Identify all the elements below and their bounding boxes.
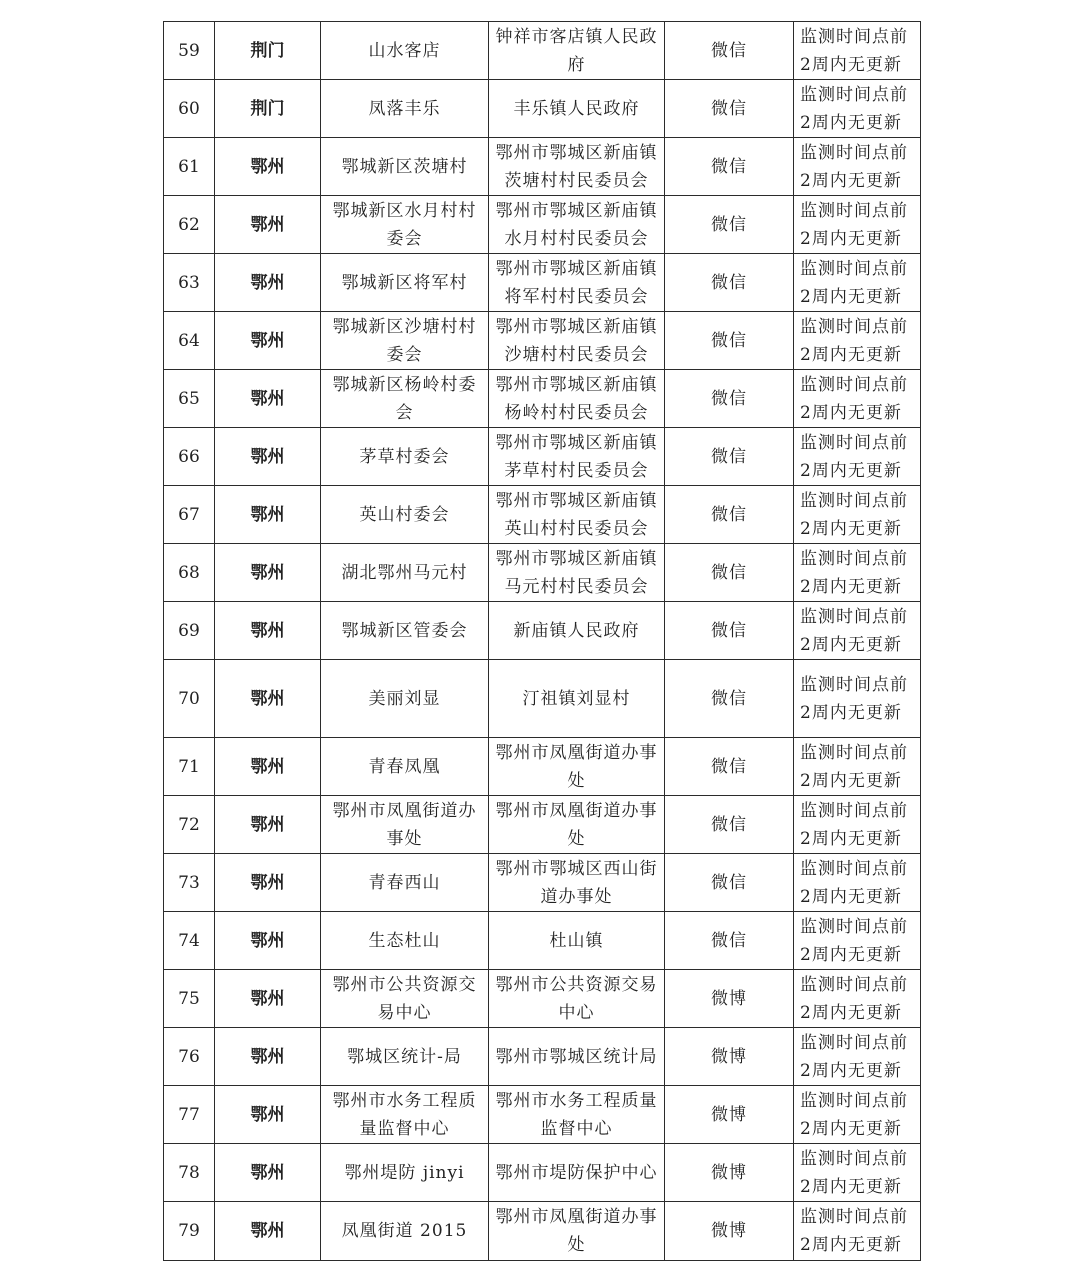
table-row (164, 370, 921, 428)
row-status: 监测时间点前2周内无更新 (794, 196, 921, 254)
row-owner-unit: 杜山镇 (489, 912, 665, 970)
row-platform: 微信 (665, 486, 794, 544)
row-platform: 微信 (665, 854, 794, 912)
table-row (164, 254, 921, 312)
table-row (164, 602, 921, 660)
row-status: 监测时间点前2周内无更新 (794, 970, 921, 1028)
row-status: 监测时间点前2周内无更新 (794, 602, 921, 660)
row-number: 60 (164, 80, 215, 138)
row-status: 监测时间点前2周内无更新 (794, 254, 921, 312)
table-row (164, 138, 921, 196)
row-account-name: 鄂州堤防 jinyi (321, 1144, 489, 1202)
row-city: 鄂州 (215, 738, 321, 796)
row-account-name: 英山村委会 (321, 486, 489, 544)
table-row (164, 970, 921, 1028)
row-city: 鄂州 (215, 660, 321, 738)
row-platform: 微信 (665, 80, 794, 138)
row-account-name: 美丽刘显 (321, 660, 489, 738)
row-owner-unit: 鄂州市鄂城区新庙镇将军村村民委员会 (489, 254, 665, 312)
row-owner-unit: 鄂州市鄂城区新庙镇水月村村民委员会 (489, 196, 665, 254)
table-row (164, 738, 921, 796)
monitoring-table (163, 21, 921, 1261)
row-account-name: 鄂城新区杨岭村委会 (321, 370, 489, 428)
row-number: 62 (164, 196, 215, 254)
row-status: 监测时间点前2周内无更新 (794, 80, 921, 138)
row-account-name: 山水客店 (321, 22, 489, 80)
row-city: 鄂州 (215, 1086, 321, 1144)
row-status: 监测时间点前2周内无更新 (794, 660, 921, 738)
row-account-name: 鄂城新区沙塘村村委会 (321, 312, 489, 370)
row-owner-unit: 鄂州市凤凰街道办事处 (489, 796, 665, 854)
table-row (164, 1144, 921, 1202)
row-platform: 微博 (665, 1202, 794, 1261)
row-number: 69 (164, 602, 215, 660)
row-platform: 微信 (665, 544, 794, 602)
row-status: 监测时间点前2周内无更新 (794, 138, 921, 196)
row-status: 监测时间点前2周内无更新 (794, 370, 921, 428)
row-account-name: 凤落丰乐 (321, 80, 489, 138)
row-city: 鄂州 (215, 486, 321, 544)
table-row (164, 80, 921, 138)
table-row (164, 1028, 921, 1086)
document-page (163, 21, 920, 1261)
row-owner-unit: 鄂州市鄂城区新庙镇茨塘村村民委员会 (489, 138, 665, 196)
row-owner-unit: 丰乐镇人民政府 (489, 80, 665, 138)
table-row (164, 486, 921, 544)
table-row (164, 428, 921, 486)
row-account-name: 鄂州市水务工程质量监督中心 (321, 1086, 489, 1144)
row-city: 鄂州 (215, 312, 321, 370)
row-platform: 微博 (665, 1028, 794, 1086)
table-row (164, 1202, 921, 1261)
row-status: 监测时间点前2周内无更新 (794, 796, 921, 854)
row-account-name: 鄂城新区管委会 (321, 602, 489, 660)
row-number: 70 (164, 660, 215, 738)
row-status: 监测时间点前2周内无更新 (794, 428, 921, 486)
row-owner-unit: 鄂州市水务工程质量监督中心 (489, 1086, 665, 1144)
row-number: 75 (164, 970, 215, 1028)
row-number: 79 (164, 1202, 215, 1261)
row-owner-unit: 汀祖镇刘显村 (489, 660, 665, 738)
table-row (164, 1086, 921, 1144)
row-city: 鄂州 (215, 1144, 321, 1202)
row-number: 71 (164, 738, 215, 796)
row-owner-unit: 鄂州市鄂城区新庙镇沙塘村村民委员会 (489, 312, 665, 370)
row-status: 监测时间点前2周内无更新 (794, 22, 921, 80)
row-platform: 微信 (665, 738, 794, 796)
row-number: 67 (164, 486, 215, 544)
row-owner-unit: 鄂州市凤凰街道办事处 (489, 1202, 665, 1261)
row-platform: 微信 (665, 370, 794, 428)
row-number: 59 (164, 22, 215, 80)
row-number: 73 (164, 854, 215, 912)
row-account-name: 鄂城新区将军村 (321, 254, 489, 312)
row-status: 监测时间点前2周内无更新 (794, 486, 921, 544)
row-owner-unit: 鄂州市凤凰街道办事处 (489, 738, 665, 796)
row-platform: 微信 (665, 312, 794, 370)
row-platform: 微博 (665, 970, 794, 1028)
row-status: 监测时间点前2周内无更新 (794, 1086, 921, 1144)
row-status: 监测时间点前2周内无更新 (794, 1202, 921, 1261)
row-city: 鄂州 (215, 1202, 321, 1261)
row-number: 64 (164, 312, 215, 370)
row-owner-unit: 鄂州市鄂城区西山街道办事处 (489, 854, 665, 912)
table-row (164, 22, 921, 80)
row-city: 鄂州 (215, 1028, 321, 1086)
row-owner-unit: 鄂州市鄂城区统计局 (489, 1028, 665, 1086)
row-platform: 微信 (665, 138, 794, 196)
row-city: 荆门 (215, 80, 321, 138)
row-number: 77 (164, 1086, 215, 1144)
row-platform: 微信 (665, 912, 794, 970)
row-status: 监测时间点前2周内无更新 (794, 544, 921, 602)
row-number: 74 (164, 912, 215, 970)
row-platform: 微信 (665, 196, 794, 254)
row-status: 监测时间点前2周内无更新 (794, 1144, 921, 1202)
row-account-name: 鄂城区统计-局 (321, 1028, 489, 1086)
table-row (164, 312, 921, 370)
row-platform: 微博 (665, 1086, 794, 1144)
row-account-name: 鄂州市公共资源交易中心 (321, 970, 489, 1028)
row-number: 61 (164, 138, 215, 196)
row-platform: 微信 (665, 602, 794, 660)
row-account-name: 茅草村委会 (321, 428, 489, 486)
row-owner-unit: 鄂州市鄂城区新庙镇英山村村民委员会 (489, 486, 665, 544)
row-account-name: 青春凤凰 (321, 738, 489, 796)
row-number: 66 (164, 428, 215, 486)
row-account-name: 青春西山 (321, 854, 489, 912)
row-city: 鄂州 (215, 854, 321, 912)
row-account-name: 鄂州市凤凰街道办事处 (321, 796, 489, 854)
row-owner-unit: 鄂州市鄂城区新庙镇杨岭村村民委员会 (489, 370, 665, 428)
row-account-name: 湖北鄂州马元村 (321, 544, 489, 602)
row-city: 鄂州 (215, 254, 321, 312)
row-account-name: 鄂城新区水月村村委会 (321, 196, 489, 254)
row-number: 76 (164, 1028, 215, 1086)
row-status: 监测时间点前2周内无更新 (794, 312, 921, 370)
row-number: 78 (164, 1144, 215, 1202)
row-platform: 微信 (665, 254, 794, 312)
row-owner-unit: 鄂州市公共资源交易中心 (489, 970, 665, 1028)
row-number: 68 (164, 544, 215, 602)
row-account-name: 鄂城新区茨塘村 (321, 138, 489, 196)
table-row (164, 912, 921, 970)
row-owner-unit: 钟祥市客店镇人民政府 (489, 22, 665, 80)
row-number: 63 (164, 254, 215, 312)
table-row (164, 196, 921, 254)
row-number: 72 (164, 796, 215, 854)
table-row (164, 544, 921, 602)
row-platform: 微信 (665, 428, 794, 486)
row-owner-unit: 鄂州市堤防保护中心 (489, 1144, 665, 1202)
row-city: 荆门 (215, 22, 321, 80)
row-city: 鄂州 (215, 970, 321, 1028)
row-city: 鄂州 (215, 138, 321, 196)
row-platform: 微信 (665, 796, 794, 854)
row-status: 监测时间点前2周内无更新 (794, 738, 921, 796)
table-body (164, 22, 921, 1261)
row-status: 监测时间点前2周内无更新 (794, 854, 921, 912)
row-city: 鄂州 (215, 428, 321, 486)
table-row (164, 796, 921, 854)
row-city: 鄂州 (215, 370, 321, 428)
row-status: 监测时间点前2周内无更新 (794, 912, 921, 970)
row-status: 监测时间点前2周内无更新 (794, 1028, 921, 1086)
row-owner-unit: 鄂州市鄂城区新庙镇茅草村村民委员会 (489, 428, 665, 486)
row-platform: 微信 (665, 660, 794, 738)
row-account-name: 生态杜山 (321, 912, 489, 970)
row-platform: 微博 (665, 1144, 794, 1202)
row-city: 鄂州 (215, 196, 321, 254)
table-row (164, 660, 921, 738)
row-owner-unit: 鄂州市鄂城区新庙镇马元村村民委员会 (489, 544, 665, 602)
row-city: 鄂州 (215, 796, 321, 854)
row-number: 65 (164, 370, 215, 428)
row-city: 鄂州 (215, 912, 321, 970)
row-city: 鄂州 (215, 544, 321, 602)
table-row (164, 854, 921, 912)
row-owner-unit: 新庙镇人民政府 (489, 602, 665, 660)
row-city: 鄂州 (215, 602, 321, 660)
row-account-name: 凤凰街道 2015 (321, 1202, 489, 1261)
row-platform: 微信 (665, 22, 794, 80)
